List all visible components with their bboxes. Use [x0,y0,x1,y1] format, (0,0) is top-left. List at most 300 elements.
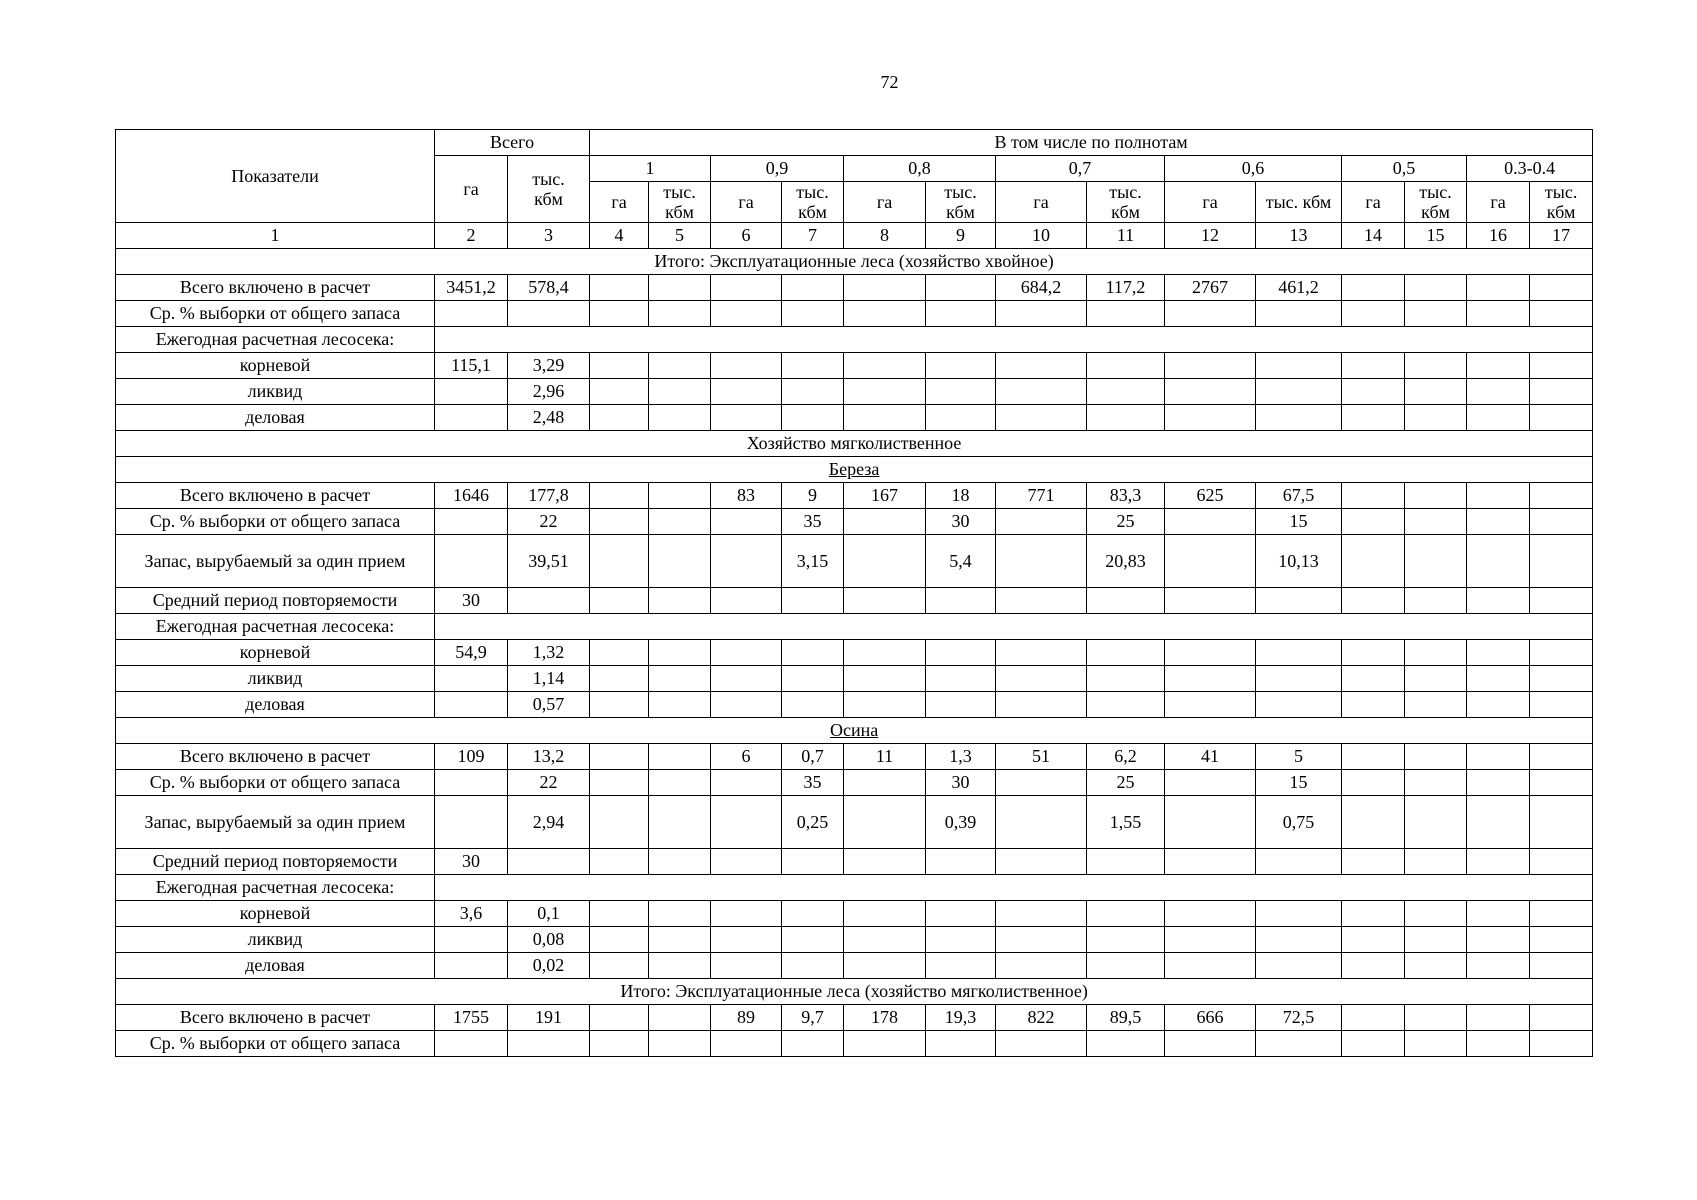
data-cell: 35 [782,770,844,796]
data-cell: 771 [996,483,1087,509]
row-label: Запас, вырубаемый за один прием [116,796,435,849]
data-cell: 6,2 [1087,744,1165,770]
data-cell [711,953,782,979]
data-cell [1342,379,1405,405]
data-cell: 30 [926,770,996,796]
data-cell [1165,901,1256,927]
data-cell [1467,770,1530,796]
data-cell [1087,405,1165,431]
forest-calculation-table [115,129,1593,1057]
data-cell: 2,48 [508,405,590,431]
data-cell [1087,692,1165,718]
data-cell [1405,666,1467,692]
data-cell [649,301,711,327]
data-cell [1087,353,1165,379]
data-cell [1165,535,1256,588]
data-cell: 3,6 [435,901,508,927]
row-label: Ежегодная расчетная лесосека: [116,327,435,353]
row-label: Ср. % выборки от общего запаса [116,509,435,535]
data-cell [508,301,590,327]
data-cell [590,640,649,666]
data-cell [782,275,844,301]
data-cell [1342,275,1405,301]
column-number: 6 [711,223,782,249]
header-unit-ha: га [1165,182,1256,223]
data-cell [1405,509,1467,535]
data-row [116,1005,1593,1031]
data-cell [1165,692,1256,718]
data-cell [1165,770,1256,796]
merged-empty-cell [435,327,1593,353]
column-number: 10 [996,223,1087,249]
section-row [116,718,1593,744]
data-cell: 0,25 [782,796,844,849]
data-cell [590,301,649,327]
data-cell [844,953,926,979]
data-cell [435,301,508,327]
data-cell [926,666,996,692]
data-cell [649,849,711,875]
data-cell [1256,379,1342,405]
data-cell [711,901,782,927]
data-cell [1342,640,1405,666]
data-cell [844,275,926,301]
data-cell [1342,588,1405,614]
data-cell [435,1031,508,1057]
header-unit-ha: га [844,182,926,223]
data-cell [1405,692,1467,718]
section-row [116,249,1593,275]
data-cell [1467,927,1530,953]
data-cell: 10,13 [1256,535,1342,588]
data-cell: 0,08 [508,927,590,953]
data-cell [1467,640,1530,666]
data-cell: 1,3 [926,744,996,770]
data-cell [1256,301,1342,327]
period-row [116,849,1593,875]
data-row [116,275,1593,301]
data-cell [782,640,844,666]
header-unit-ha: га [711,182,782,223]
data-cell [844,353,926,379]
data-cell [1405,796,1467,849]
data-cell [1467,588,1530,614]
data-cell [1342,901,1405,927]
table-body [116,130,1593,1057]
data-cell [1405,1031,1467,1057]
data-row [116,953,1593,979]
data-cell [711,353,782,379]
data-row [116,796,1593,849]
data-cell [926,353,996,379]
column-number: 14 [1342,223,1405,249]
data-cell [926,901,996,927]
header-unit-ths-kbm: тыс. кбм [782,182,844,223]
data-cell [1467,535,1530,588]
data-cell [590,666,649,692]
column-number: 16 [1467,223,1530,249]
row-label: Средний период повторяемости [116,849,435,875]
data-cell [996,666,1087,692]
data-cell [1467,849,1530,875]
data-cell [1342,692,1405,718]
data-cell [435,770,508,796]
data-cell [996,535,1087,588]
data-cell [1342,405,1405,431]
data-cell [435,379,508,405]
period-row [116,588,1593,614]
data-cell [711,405,782,431]
data-cell [926,640,996,666]
header-total-ha: га [435,156,508,223]
data-cell: 83 [711,483,782,509]
row-label: корневой [116,353,435,379]
data-cell [844,796,926,849]
data-cell [711,849,782,875]
data-cell [590,588,649,614]
data-cell [435,927,508,953]
data-cell [1467,379,1530,405]
data-row [116,744,1593,770]
data-cell [1405,275,1467,301]
data-cell: 19,3 [926,1005,996,1031]
data-row [116,405,1593,431]
data-cell [1405,953,1467,979]
data-cell [1530,379,1593,405]
data-cell [1467,509,1530,535]
header-density-0-6: 0,6 [1165,156,1342,182]
data-cell [1342,301,1405,327]
data-cell [1530,901,1593,927]
data-cell [1087,379,1165,405]
column-number: 9 [926,223,996,249]
data-cell [1165,927,1256,953]
data-cell [1342,1031,1405,1057]
row-label: Ср. % выборки от общего запаса [116,301,435,327]
data-cell: 666 [1165,1005,1256,1031]
data-cell [590,953,649,979]
data-cell [1256,353,1342,379]
data-cell [590,744,649,770]
data-cell [926,379,996,405]
column-number: 4 [590,223,649,249]
column-numbers-row [116,223,1593,249]
row-label: ликвид [116,666,435,692]
row-label: Ср. % выборки от общего запаса [116,770,435,796]
data-cell [1467,353,1530,379]
data-cell [1256,953,1342,979]
data-cell: 15 [1256,509,1342,535]
data-cell: 115,1 [435,353,508,379]
data-cell: 3,15 [782,535,844,588]
column-number: 12 [1165,223,1256,249]
data-cell: 3451,2 [435,275,508,301]
data-cell [590,405,649,431]
data-cell: 67,5 [1256,483,1342,509]
merged-empty-cell [435,614,1593,640]
data-cell [1530,509,1593,535]
header-density-0-5: 0,5 [1342,156,1467,182]
section-title: Береза [116,457,1593,483]
data-cell [926,275,996,301]
data-cell [711,301,782,327]
data-cell [1342,953,1405,979]
column-number: 7 [782,223,844,249]
data-cell [1405,379,1467,405]
data-cell: 35 [782,509,844,535]
data-cell [1256,901,1342,927]
data-cell: 1,55 [1087,796,1165,849]
data-row [116,640,1593,666]
data-cell [1530,692,1593,718]
data-cell [1165,849,1256,875]
data-cell [508,588,590,614]
data-cell [996,692,1087,718]
data-cell [1405,588,1467,614]
header-by-density: В том числе по полнотам [590,130,1593,156]
data-cell [1342,509,1405,535]
data-cell: 0,1 [508,901,590,927]
data-cell [844,535,926,588]
data-cell [926,588,996,614]
data-cell: 13,2 [508,744,590,770]
data-cell [590,927,649,953]
data-cell: 89 [711,1005,782,1031]
data-cell: 39,51 [508,535,590,588]
data-cell [1256,1031,1342,1057]
data-cell [1467,275,1530,301]
row-label: Всего включено в расчет [116,744,435,770]
data-cell: 1,32 [508,640,590,666]
data-cell: 15 [1256,770,1342,796]
data-cell [1256,588,1342,614]
data-cell: 167 [844,483,926,509]
data-cell: 1755 [435,1005,508,1031]
data-cell [435,796,508,849]
data-cell [1405,301,1467,327]
data-cell [996,927,1087,953]
data-cell: 30 [926,509,996,535]
data-cell: 30 [435,588,508,614]
header-density-0-8: 0,8 [844,156,996,182]
data-cell [1087,849,1165,875]
data-cell [782,927,844,953]
header-unit-ha: га [1342,182,1405,223]
data-cell [649,275,711,301]
header-unit-ths-kbm: тыс. кбм [1530,182,1593,223]
data-row [116,509,1593,535]
data-cell [782,353,844,379]
data-cell: 22 [508,509,590,535]
data-cell [782,849,844,875]
data-cell [926,301,996,327]
data-cell: 20,83 [1087,535,1165,588]
data-cell [1530,1005,1593,1031]
row-label: деловая [116,405,435,431]
data-cell: 461,2 [1256,275,1342,301]
column-number: 5 [649,223,711,249]
data-cell [1530,535,1593,588]
data-cell [1165,405,1256,431]
data-cell [711,796,782,849]
data-cell: 5,4 [926,535,996,588]
data-cell [1165,509,1256,535]
header-unit-ths-kbm: тыс. кбм [649,182,711,223]
data-cell [590,692,649,718]
data-cell [1530,405,1593,431]
data-cell [996,353,1087,379]
data-cell [649,796,711,849]
data-cell [1467,1031,1530,1057]
data-cell [1405,901,1467,927]
data-row [116,770,1593,796]
column-number: 8 [844,223,926,249]
header-unit-ha: га [590,182,649,223]
data-cell [649,535,711,588]
data-cell [1467,1005,1530,1031]
row-label: ликвид [116,379,435,405]
data-cell [1530,744,1593,770]
data-cell: 0,7 [782,744,844,770]
subhead-row [116,875,1593,901]
section-title: Осина [116,718,1593,744]
data-cell [844,405,926,431]
data-cell [1467,901,1530,927]
data-cell [649,901,711,927]
data-cell [1087,1031,1165,1057]
data-cell [590,275,649,301]
data-cell [844,927,926,953]
data-cell [649,353,711,379]
column-number: 1 [116,223,435,249]
header-unit-ha: га [1467,182,1530,223]
data-cell [649,770,711,796]
data-cell [1405,1005,1467,1031]
column-number: 13 [1256,223,1342,249]
data-cell [649,744,711,770]
data-cell [711,640,782,666]
data-cell: 9,7 [782,1005,844,1031]
data-cell [996,379,1087,405]
data-cell [711,692,782,718]
data-cell [1405,535,1467,588]
row-label: Запас, вырубаемый за один прием [116,535,435,588]
data-cell [782,379,844,405]
data-cell: 1646 [435,483,508,509]
header-unit-ths-kbm: тыс. кбм [1405,182,1467,223]
data-cell [1530,301,1593,327]
data-cell [1256,692,1342,718]
data-cell [711,379,782,405]
header-total-ths: тыс. кбм [508,156,590,223]
row-label: Средний период повторяемости [116,588,435,614]
section-title: Хозяйство мягколиственное [116,431,1593,457]
data-cell: 5 [1256,744,1342,770]
data-cell: 822 [996,1005,1087,1031]
data-cell: 22 [508,770,590,796]
data-cell: 18 [926,483,996,509]
data-cell [782,692,844,718]
data-row [116,692,1593,718]
data-cell [1165,301,1256,327]
row-label: Всего включено в расчет [116,1005,435,1031]
data-cell [1530,483,1593,509]
data-cell [782,953,844,979]
data-row [116,535,1593,588]
data-cell [844,379,926,405]
data-cell [1530,849,1593,875]
data-cell [1467,483,1530,509]
data-cell [1256,666,1342,692]
data-cell [1342,744,1405,770]
data-cell [1087,666,1165,692]
data-cell: 191 [508,1005,590,1031]
data-cell [926,1031,996,1057]
data-cell [649,640,711,666]
data-cell [996,953,1087,979]
data-cell [1405,640,1467,666]
header-density-0-7: 0,7 [996,156,1165,182]
row-label: Ср. % выборки от общего запаса [116,1031,435,1057]
data-cell [996,849,1087,875]
data-cell [782,405,844,431]
data-cell [1165,953,1256,979]
data-row [116,927,1593,953]
data-cell: 54,9 [435,640,508,666]
data-cell: 625 [1165,483,1256,509]
data-cell [649,953,711,979]
data-cell [1530,796,1593,849]
data-cell [926,953,996,979]
data-cell [649,1031,711,1057]
data-cell [1405,849,1467,875]
data-cell: 9 [782,483,844,509]
data-cell [844,301,926,327]
header-indicators: Показатели [116,130,435,223]
data-cell [435,535,508,588]
data-cell [1467,953,1530,979]
data-cell [996,405,1087,431]
data-cell [844,1031,926,1057]
header-total: Всего [435,130,590,156]
data-cell [435,953,508,979]
column-number: 11 [1087,223,1165,249]
data-cell [996,1031,1087,1057]
data-cell [1467,301,1530,327]
data-cell [1467,666,1530,692]
row-label: корневой [116,640,435,666]
data-cell [711,927,782,953]
data-cell [844,666,926,692]
data-cell [1256,927,1342,953]
data-cell [782,666,844,692]
data-cell [1087,953,1165,979]
row-label: Ежегодная расчетная лесосека: [116,614,435,640]
data-cell [844,770,926,796]
data-cell [435,509,508,535]
data-cell [782,588,844,614]
data-cell: 684,2 [996,275,1087,301]
data-cell [649,1005,711,1031]
row-label: деловая [116,953,435,979]
data-cell [649,509,711,535]
header-density-0-9: 0,9 [711,156,844,182]
header-density-1: 1 [590,156,711,182]
data-row [116,666,1593,692]
header-unit-ths-kbm: тыс. кбм [926,182,996,223]
data-cell [926,692,996,718]
data-row [116,379,1593,405]
